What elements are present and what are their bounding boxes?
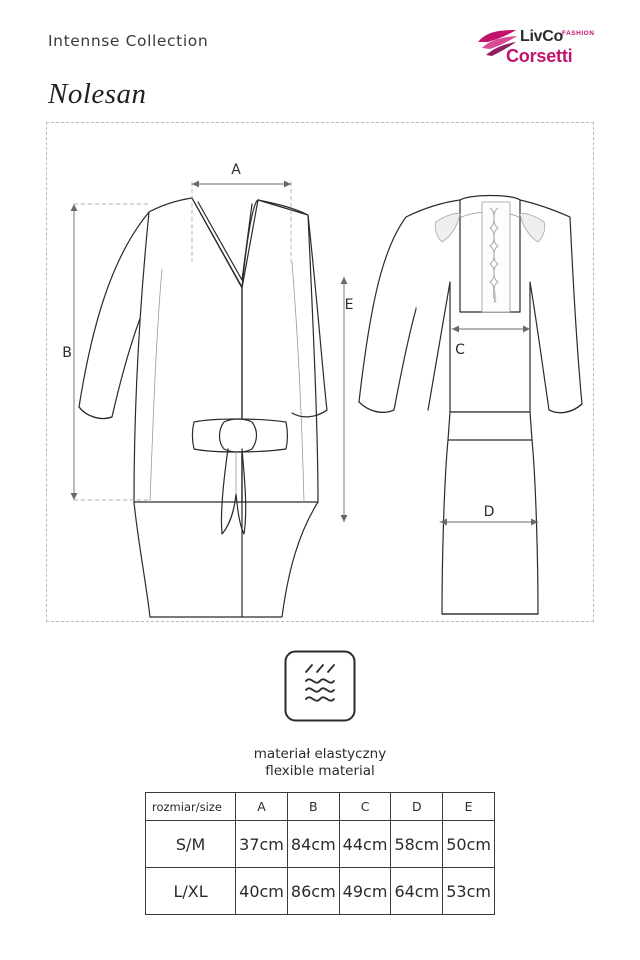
table-header-d: D [391, 793, 443, 821]
logo-livco-text: LivCo [520, 28, 563, 45]
cell-sm-c: 44cm [339, 821, 391, 868]
row-size-lxl: L/XL [146, 868, 236, 915]
cell-lxl-e: 53cm [443, 868, 495, 915]
cell-lxl-d: 64cm [391, 868, 443, 915]
brand-logo [476, 26, 596, 78]
dimension-label-d: D [483, 504, 495, 520]
cell-lxl-c: 49cm [339, 868, 391, 915]
cell-sm-b: 84cm [287, 821, 339, 868]
table-header-size: rozmiar/size [146, 793, 236, 821]
table-header-b: B [287, 793, 339, 821]
row-size-sm: S/M [146, 821, 236, 868]
logo-fashion-text: FASHION [562, 30, 595, 37]
material-caption-pl: materiał elastyczny [253, 746, 387, 762]
logo-corsetti-text: Corsetti [506, 46, 573, 66]
cell-sm-a: 37cm [236, 821, 288, 868]
cell-sm-e: 50cm [443, 821, 495, 868]
dimension-label-e: E [344, 297, 354, 313]
material-caption-en: flexible material [265, 763, 375, 779]
material-caption [0, 746, 640, 780]
dimension-label-a: A [231, 162, 241, 178]
cell-lxl-b: 86cm [287, 868, 339, 915]
dimension-label-b: B [62, 345, 72, 361]
elastic-material-icon [284, 650, 356, 722]
collection-title: Intennse Collection [48, 32, 209, 50]
cell-sm-d: 58cm [391, 821, 443, 868]
cell-lxl-a: 40cm [236, 868, 288, 915]
page-title: Nolesan [48, 78, 147, 110]
size-table [145, 792, 495, 915]
dimension-label-c: C [455, 342, 465, 358]
table-header-e: E [443, 793, 495, 821]
table-row [146, 821, 495, 868]
technical-drawing [46, 122, 594, 622]
table-header-c: C [339, 793, 391, 821]
table-row [146, 868, 495, 915]
table-header-row [146, 793, 495, 821]
table-header-a: A [236, 793, 288, 821]
